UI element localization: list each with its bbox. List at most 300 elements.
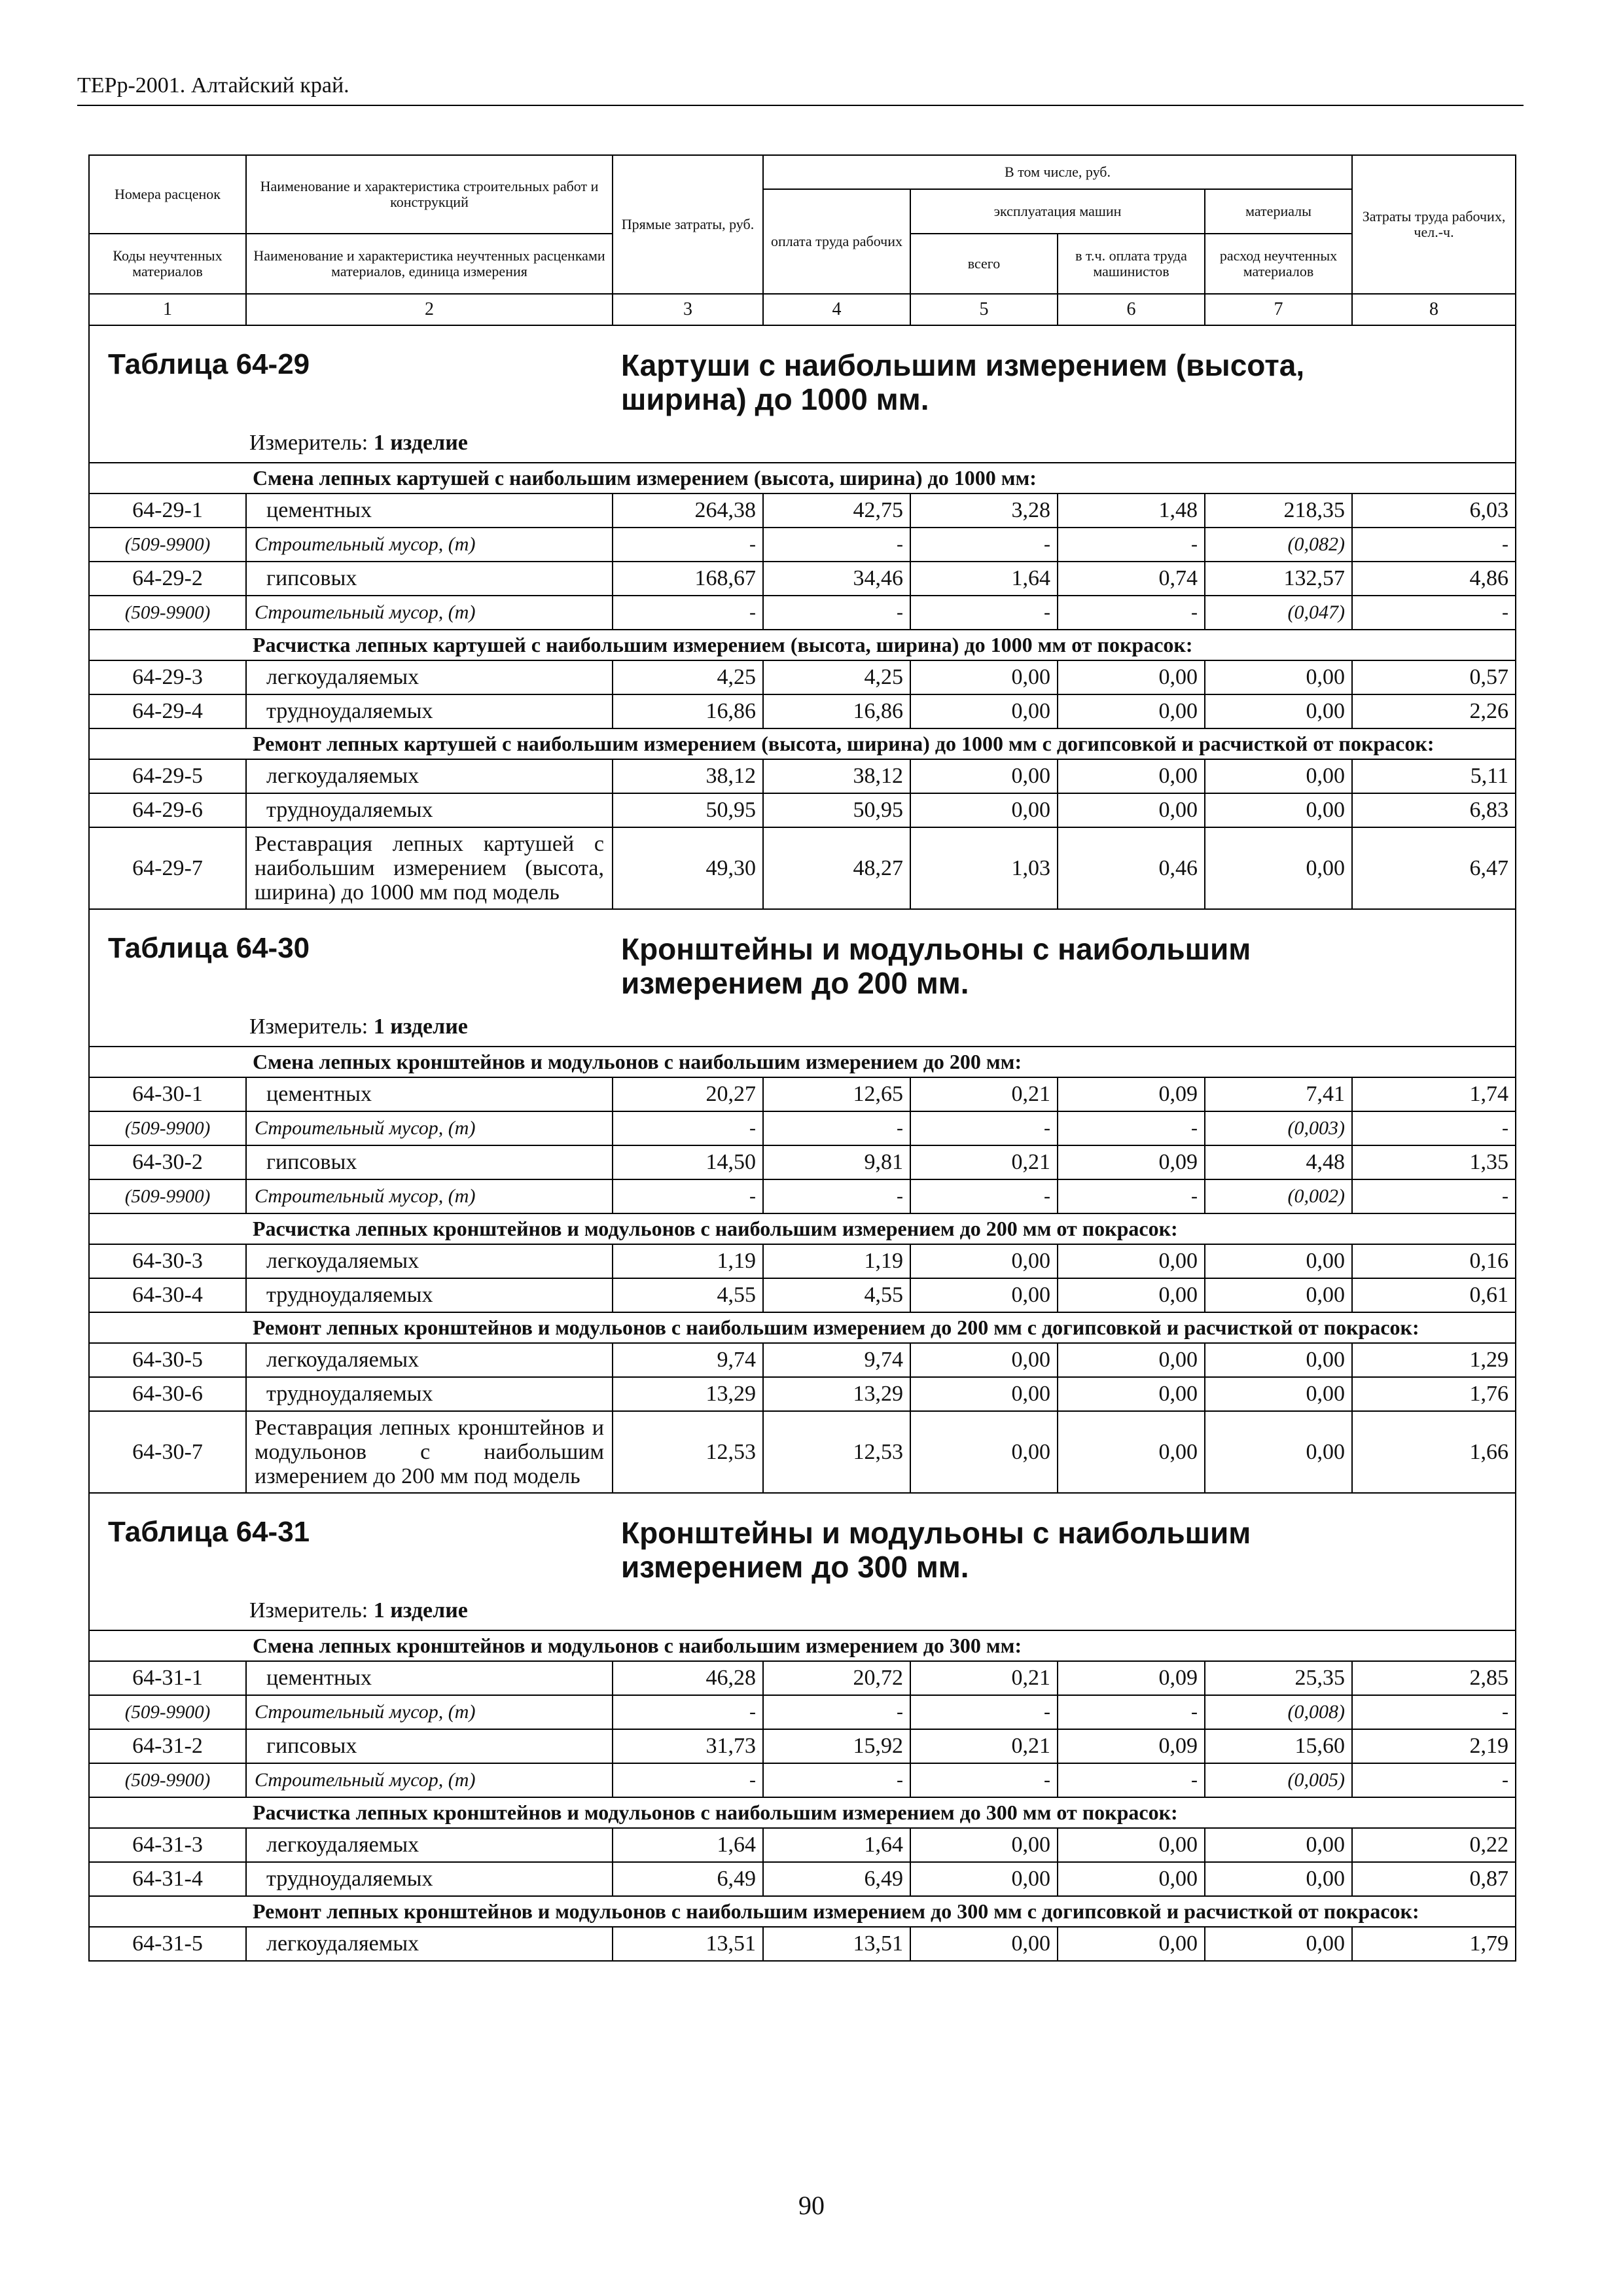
machines-labor-cell: - — [1058, 596, 1205, 630]
section-heading: Смена лепных картушей с наибольшим измерением (высота, ширина) до 1000 мм: — [246, 463, 1516, 493]
machines-labor-cell: 0,74 — [1058, 562, 1205, 596]
machines-labor-cell: 0,00 — [1058, 1828, 1205, 1862]
machines-total-cell: 0,00 — [910, 1377, 1058, 1411]
table-title-block — [90, 326, 1515, 462]
materials-cost-cell: (0,008) — [1205, 1695, 1352, 1729]
table-title: Картуши с наибольшим измерением (высота, ширина) до 1000 мм. — [621, 348, 1305, 416]
machines-total-cell: 0,00 — [910, 1278, 1058, 1312]
header-rate-numbers: Номера расценок — [89, 155, 246, 234]
labor-hours-cell: 1,79 — [1352, 1927, 1516, 1961]
direct-costs-cell: 16,86 — [613, 694, 763, 728]
section-heading-spacer — [89, 1630, 246, 1661]
price-table-document — [88, 154, 1515, 1962]
labor-hours-cell: 6,47 — [1352, 827, 1516, 909]
direct-costs-cell: - — [613, 596, 763, 630]
column-number: 8 — [1352, 294, 1516, 325]
labor-hours-cell: 4,86 — [1352, 562, 1516, 596]
labor-pay-cell: - — [763, 1695, 910, 1729]
rate-code: 64-31-5 — [89, 1927, 246, 1961]
materials-cost-cell: 0,00 — [1205, 660, 1352, 694]
header-including: В том числе, руб. — [763, 155, 1352, 189]
work-name: легкоудаляемых — [246, 759, 613, 793]
direct-costs-cell: - — [613, 1111, 763, 1145]
header-labor-pay: оплата труда рабочих — [763, 189, 910, 294]
rate-code: 64-30-2 — [89, 1145, 246, 1179]
direct-costs-cell: 12,53 — [613, 1411, 763, 1493]
machines-total-cell: 0,00 — [910, 793, 1058, 827]
section-heading: Расчистка лепных картушей с наибольшим измерением (высота, ширина) до 1000 мм от покрасок: — [246, 630, 1516, 660]
rate-row — [89, 1377, 1516, 1411]
measurement-unit — [249, 431, 468, 456]
section-heading: Смена лепных кронштейнов и модульонов с наибольшим измерением до 200 мм: — [246, 1047, 1516, 1077]
work-name: гипсовых — [246, 1145, 613, 1179]
rate-row — [89, 660, 1516, 694]
section-heading-row — [89, 1630, 1516, 1661]
rate-code: 64-30-6 — [89, 1377, 246, 1411]
work-name: легкоудаляемых — [246, 1927, 613, 1961]
labor-pay-cell: 50,95 — [763, 793, 910, 827]
rate-code: 64-29-6 — [89, 793, 246, 827]
labor-hours-cell: 1,29 — [1352, 1343, 1516, 1377]
direct-costs-cell: 49,30 — [613, 827, 763, 909]
machines-labor-cell: 0,00 — [1058, 793, 1205, 827]
header-row-1 — [89, 155, 1516, 189]
machines-total-cell: - — [910, 596, 1058, 630]
table-title-row — [89, 909, 1516, 1047]
machines-labor-cell: 0,00 — [1058, 1278, 1205, 1312]
machines-total-cell: 0,00 — [910, 759, 1058, 793]
labor-hours-cell: - — [1352, 1179, 1516, 1213]
table-title-cell — [89, 1493, 1516, 1630]
machines-total-cell: 0,00 — [910, 1862, 1058, 1896]
direct-costs-cell: 13,51 — [613, 1927, 763, 1961]
work-name: легкоудаляемых — [246, 1244, 613, 1278]
table-title-cell — [89, 909, 1516, 1047]
labor-pay-cell: - — [763, 1763, 910, 1797]
column-number: 6 — [1058, 294, 1205, 325]
measurement-unit — [249, 1014, 468, 1039]
labor-hours-cell: 0,22 — [1352, 1828, 1516, 1862]
direct-costs-cell: 1,19 — [613, 1244, 763, 1278]
section-heading: Расчистка лепных кронштейнов и модульонов с наибольшим измерением до 200 мм от покрасок: — [246, 1213, 1516, 1244]
direct-costs-cell: 46,28 — [613, 1661, 763, 1695]
machines-total-cell: 0,00 — [910, 1343, 1058, 1377]
labor-pay-cell: 4,25 — [763, 660, 910, 694]
rate-row — [89, 827, 1516, 909]
materials-cost-cell: 0,00 — [1205, 1411, 1352, 1493]
machines-total-cell: 0,21 — [910, 1145, 1058, 1179]
header-materials-consumption: расход неучтенных материалов — [1205, 234, 1352, 294]
machines-labor-cell: - — [1058, 1179, 1205, 1213]
rate-row — [89, 793, 1516, 827]
labor-hours-cell: 0,57 — [1352, 660, 1516, 694]
labor-pay-cell: 9,74 — [763, 1343, 910, 1377]
section-heading-row — [89, 1213, 1516, 1244]
materials-cost-cell: (0,003) — [1205, 1111, 1352, 1145]
unit-prefix: Измеритель: — [249, 431, 368, 455]
section-heading-row — [89, 1896, 1516, 1927]
rate-code: 64-31-3 — [89, 1828, 246, 1862]
labor-pay-cell: 4,55 — [763, 1278, 910, 1312]
section-heading-row — [89, 630, 1516, 660]
labor-pay-cell: - — [763, 596, 910, 630]
rate-row — [89, 694, 1516, 728]
materials-cost-cell: 0,00 — [1205, 793, 1352, 827]
materials-cost-cell: 218,35 — [1205, 493, 1352, 528]
labor-hours-cell: - — [1352, 1695, 1516, 1729]
material-row — [89, 1763, 1516, 1797]
section-heading-row — [89, 463, 1516, 493]
machines-total-cell: 1,64 — [910, 562, 1058, 596]
section-heading-spacer — [89, 463, 246, 493]
header-material-names: Наименование и характеристика неучтенных расценками материалов, единица измерения — [246, 234, 613, 294]
machines-labor-cell: 1,48 — [1058, 493, 1205, 528]
direct-costs-cell: 14,50 — [613, 1145, 763, 1179]
labor-pay-cell: 48,27 — [763, 827, 910, 909]
machines-total-cell: 3,28 — [910, 493, 1058, 528]
machines-labor-cell: - — [1058, 1695, 1205, 1729]
material-name: Строительный мусор, (т) — [246, 1695, 613, 1729]
work-name: трудноудаляемых — [246, 694, 613, 728]
labor-hours-cell: 0,16 — [1352, 1244, 1516, 1278]
rate-row — [89, 1343, 1516, 1377]
materials-cost-cell: (0,047) — [1205, 596, 1352, 630]
price-table-body — [89, 155, 1516, 1961]
machines-total-cell: 0,00 — [910, 1927, 1058, 1961]
labor-hours-cell: - — [1352, 596, 1516, 630]
labor-hours-cell: - — [1352, 1763, 1516, 1797]
machines-labor-cell: 0,09 — [1058, 1145, 1205, 1179]
material-name: Строительный мусор, (т) — [246, 596, 613, 630]
direct-costs-cell: - — [613, 1179, 763, 1213]
material-row — [89, 1695, 1516, 1729]
direct-costs-cell: - — [613, 528, 763, 562]
materials-cost-cell: (0,002) — [1205, 1179, 1352, 1213]
labor-pay-cell: 13,51 — [763, 1927, 910, 1961]
machines-total-cell: - — [910, 1179, 1058, 1213]
column-number: 7 — [1205, 294, 1352, 325]
work-name: цементных — [246, 1661, 613, 1695]
work-name: Реставрация лепных картушей с наибольшим измерением (высота, ширина) до 1000 мм под модель — [246, 827, 613, 909]
unit-prefix: Измеритель: — [249, 1014, 368, 1039]
machines-labor-cell: 0,09 — [1058, 1729, 1205, 1763]
machines-labor-cell: - — [1058, 1763, 1205, 1797]
labor-pay-cell: 38,12 — [763, 759, 910, 793]
section-heading-row — [89, 1047, 1516, 1077]
rate-row — [89, 1661, 1516, 1695]
labor-pay-cell: - — [763, 1179, 910, 1213]
rate-code: 64-31-4 — [89, 1862, 246, 1896]
rate-row — [89, 759, 1516, 793]
machines-total-cell: 0,21 — [910, 1077, 1058, 1111]
material-code: (509-9900) — [89, 1179, 246, 1213]
work-name: гипсовых — [246, 562, 613, 596]
labor-pay-cell: 1,19 — [763, 1244, 910, 1278]
materials-cost-cell: 0,00 — [1205, 1927, 1352, 1961]
labor-hours-cell: 2,85 — [1352, 1661, 1516, 1695]
direct-costs-cell: 264,38 — [613, 493, 763, 528]
header-materials: материалы — [1205, 189, 1352, 234]
machines-total-cell: - — [910, 1695, 1058, 1729]
unit-value: 1 изделие — [373, 1598, 468, 1623]
header-machines-labor: в т.ч. оплата труда машинистов — [1058, 234, 1205, 294]
material-row — [89, 1111, 1516, 1145]
material-name: Строительный мусор, (т) — [246, 1111, 613, 1145]
rate-row — [89, 1729, 1516, 1763]
work-name: легкоудаляемых — [246, 1343, 613, 1377]
materials-cost-cell: 0,00 — [1205, 827, 1352, 909]
labor-pay-cell: 34,46 — [763, 562, 910, 596]
work-name: трудноудаляемых — [246, 1377, 613, 1411]
table-title-row — [89, 1493, 1516, 1630]
machines-labor-cell: 0,00 — [1058, 1244, 1205, 1278]
labor-hours-cell: 6,83 — [1352, 793, 1516, 827]
rate-code: 64-29-1 — [89, 493, 246, 528]
labor-hours-cell: 6,03 — [1352, 493, 1516, 528]
work-name: трудноудаляемых — [246, 793, 613, 827]
material-row — [89, 528, 1516, 562]
column-number: 2 — [246, 294, 613, 325]
direct-costs-cell: 4,25 — [613, 660, 763, 694]
labor-pay-cell: 1,64 — [763, 1828, 910, 1862]
machines-labor-cell: - — [1058, 528, 1205, 562]
rate-row — [89, 1411, 1516, 1493]
materials-cost-cell: 0,00 — [1205, 1244, 1352, 1278]
rate-row — [89, 1828, 1516, 1862]
table-title-cell — [89, 325, 1516, 463]
section-heading: Ремонт лепных картушей с наибольшим измерением (высота, ширина) до 1000 мм с догипсовкой и расчисткой от покрасок: — [246, 728, 1516, 759]
machines-total-cell: 0,00 — [910, 660, 1058, 694]
section-heading-spacer — [89, 728, 246, 759]
section-heading-spacer — [89, 1797, 246, 1828]
table-label: Таблица 64-31 — [108, 1516, 310, 1548]
column-numbers-row — [89, 294, 1516, 325]
work-name: легкоудаляемых — [246, 1828, 613, 1862]
labor-pay-cell: - — [763, 1111, 910, 1145]
header-labor-costs: Затраты труда рабочих, чел.-ч. — [1352, 155, 1516, 294]
materials-cost-cell: 15,60 — [1205, 1729, 1352, 1763]
section-heading-spacer — [89, 1213, 246, 1244]
material-code: (509-9900) — [89, 1763, 246, 1797]
direct-costs-cell: 13,29 — [613, 1377, 763, 1411]
rate-code: 64-29-3 — [89, 660, 246, 694]
labor-pay-cell: 12,53 — [763, 1411, 910, 1493]
table-title-row — [89, 325, 1516, 463]
unit-value: 1 изделие — [373, 431, 468, 455]
machines-total-cell: - — [910, 528, 1058, 562]
section-heading-row — [89, 1312, 1516, 1343]
material-name: Строительный мусор, (т) — [246, 1179, 613, 1213]
column-number: 3 — [613, 294, 763, 325]
machines-labor-cell: 0,09 — [1058, 1661, 1205, 1695]
table-title: Кронштейны и модульоны с наибольшим измерением до 200 мм. — [621, 932, 1251, 1000]
rate-code: 64-29-4 — [89, 694, 246, 728]
header-machines-total: всего — [910, 234, 1058, 294]
labor-hours-cell: 1,76 — [1352, 1377, 1516, 1411]
machines-total-cell: 0,00 — [910, 1411, 1058, 1493]
machines-labor-cell: 0,00 — [1058, 694, 1205, 728]
machines-labor-cell: 0,00 — [1058, 1411, 1205, 1493]
labor-pay-cell: 13,29 — [763, 1377, 910, 1411]
labor-pay-cell: 20,72 — [763, 1661, 910, 1695]
labor-pay-cell: 15,92 — [763, 1729, 910, 1763]
rate-row — [89, 493, 1516, 528]
table-title-block — [90, 1494, 1515, 1630]
materials-cost-cell: 0,00 — [1205, 1377, 1352, 1411]
material-code: (509-9900) — [89, 528, 246, 562]
section-heading: Ремонт лепных кронштейнов и модульонов с наибольшим измерением до 200 мм с догипсовкой и расчисткой от покрасок: — [246, 1312, 1516, 1343]
materials-cost-cell: 25,35 — [1205, 1661, 1352, 1695]
rate-row — [89, 1862, 1516, 1896]
rate-code: 64-29-5 — [89, 759, 246, 793]
work-name: гипсовых — [246, 1729, 613, 1763]
section-heading-spacer — [89, 1896, 246, 1927]
direct-costs-cell: 38,12 — [613, 759, 763, 793]
rate-code: 64-30-4 — [89, 1278, 246, 1312]
labor-pay-cell: 9,81 — [763, 1145, 910, 1179]
labor-hours-cell: 5,11 — [1352, 759, 1516, 793]
rate-row — [89, 1077, 1516, 1111]
machines-total-cell: 0,00 — [910, 694, 1058, 728]
direct-costs-cell: - — [613, 1763, 763, 1797]
rate-code: 64-29-2 — [89, 562, 246, 596]
material-name: Строительный мусор, (т) — [246, 528, 613, 562]
materials-cost-cell: (0,005) — [1205, 1763, 1352, 1797]
material-code: (509-9900) — [89, 1695, 246, 1729]
labor-hours-cell: 0,61 — [1352, 1278, 1516, 1312]
machines-labor-cell: 0,46 — [1058, 827, 1205, 909]
measurement-unit — [249, 1598, 468, 1623]
machines-labor-cell: 0,00 — [1058, 1343, 1205, 1377]
header-work-name: Наименование и характеристика строительных работ и конструкций — [246, 155, 613, 234]
material-name: Строительный мусор, (т) — [246, 1763, 613, 1797]
machines-labor-cell: 0,00 — [1058, 1377, 1205, 1411]
unit-prefix: Измеритель: — [249, 1598, 368, 1623]
labor-hours-cell: - — [1352, 1111, 1516, 1145]
direct-costs-cell: 31,73 — [613, 1729, 763, 1763]
machines-labor-cell: 0,00 — [1058, 1927, 1205, 1961]
direct-costs-cell: 50,95 — [613, 793, 763, 827]
direct-costs-cell: 9,74 — [613, 1343, 763, 1377]
machines-total-cell: 0,00 — [910, 1828, 1058, 1862]
section-heading-spacer — [89, 1312, 246, 1343]
price-table — [88, 154, 1516, 1962]
material-row — [89, 1179, 1516, 1213]
materials-cost-cell: 0,00 — [1205, 694, 1352, 728]
rate-code: 64-31-1 — [89, 1661, 246, 1695]
labor-hours-cell: 2,19 — [1352, 1729, 1516, 1763]
labor-hours-cell: 1,66 — [1352, 1411, 1516, 1493]
material-code: (509-9900) — [89, 1111, 246, 1145]
machines-labor-cell: 0,00 — [1058, 759, 1205, 793]
header-machines: эксплуатация машин — [910, 189, 1205, 234]
materials-cost-cell: 132,57 — [1205, 562, 1352, 596]
machines-total-cell: 1,03 — [910, 827, 1058, 909]
table-label: Таблица 64-29 — [108, 348, 310, 380]
section-heading: Ремонт лепных кронштейнов и модульонов с наибольшим измерением до 300 мм с догипсовкой и расчисткой от покрасок: — [246, 1896, 1516, 1927]
machines-total-cell: - — [910, 1763, 1058, 1797]
rate-code: 64-30-7 — [89, 1411, 246, 1493]
rate-code: 64-29-7 — [89, 827, 246, 909]
work-name: Реставрация лепных кронштейнов и модульонов с наибольшим измерением до 200 мм под модель — [246, 1411, 613, 1493]
materials-cost-cell: 0,00 — [1205, 1862, 1352, 1896]
materials-cost-cell: 0,00 — [1205, 759, 1352, 793]
rate-code: 64-31-2 — [89, 1729, 246, 1763]
section-heading: Расчистка лепных кронштейнов и модульонов с наибольшим измерением до 300 мм от покрасок: — [246, 1797, 1516, 1828]
section-heading-row — [89, 1797, 1516, 1828]
work-name: легкоудаляемых — [246, 660, 613, 694]
rate-code: 64-30-5 — [89, 1343, 246, 1377]
material-row — [89, 596, 1516, 630]
work-name: цементных — [246, 1077, 613, 1111]
column-number: 4 — [763, 294, 910, 325]
machines-total-cell: 0,21 — [910, 1729, 1058, 1763]
work-name: трудноудаляемых — [246, 1278, 613, 1312]
labor-pay-cell: - — [763, 528, 910, 562]
page-number: 90 — [798, 2191, 825, 2220]
machines-labor-cell: 0,00 — [1058, 660, 1205, 694]
unit-value: 1 изделие — [373, 1014, 468, 1039]
labor-pay-cell: 42,75 — [763, 493, 910, 528]
labor-pay-cell: 6,49 — [763, 1862, 910, 1896]
rate-row — [89, 1145, 1516, 1179]
labor-hours-cell: 2,26 — [1352, 694, 1516, 728]
machines-total-cell: 0,00 — [910, 1244, 1058, 1278]
rate-row — [89, 1244, 1516, 1278]
direct-costs-cell: - — [613, 1695, 763, 1729]
machines-total-cell: - — [910, 1111, 1058, 1145]
work-name: цементных — [246, 493, 613, 528]
work-name: трудноудаляемых — [246, 1862, 613, 1896]
materials-cost-cell: 0,00 — [1205, 1828, 1352, 1862]
machines-labor-cell: - — [1058, 1111, 1205, 1145]
table-title: Кронштейны и модульоны с наибольшим измерением до 300 мм. — [621, 1516, 1251, 1584]
direct-costs-cell: 168,67 — [613, 562, 763, 596]
column-number: 1 — [89, 294, 246, 325]
direct-costs-cell: 1,64 — [613, 1828, 763, 1862]
rate-row — [89, 562, 1516, 596]
header-direct-costs: Прямые затраты, руб. — [613, 155, 763, 294]
section-heading-row — [89, 728, 1516, 759]
material-code: (509-9900) — [89, 596, 246, 630]
rate-row — [89, 1278, 1516, 1312]
labor-hours-cell: - — [1352, 528, 1516, 562]
rate-code: 64-30-1 — [89, 1077, 246, 1111]
direct-costs-cell: 6,49 — [613, 1862, 763, 1896]
table-label: Таблица 64-30 — [108, 932, 310, 964]
machines-labor-cell: 0,09 — [1058, 1077, 1205, 1111]
table-title-block — [90, 910, 1515, 1046]
column-number: 5 — [910, 294, 1058, 325]
labor-pay-cell: 16,86 — [763, 694, 910, 728]
direct-costs-cell: 20,27 — [613, 1077, 763, 1111]
labor-pay-cell: 12,65 — [763, 1077, 910, 1111]
direct-costs-cell: 4,55 — [613, 1278, 763, 1312]
header-rule — [77, 105, 1524, 106]
header-material-codes: Коды неучтенных материалов — [89, 234, 246, 294]
machines-total-cell: 0,21 — [910, 1661, 1058, 1695]
section-heading-spacer — [89, 630, 246, 660]
labor-hours-cell: 0,87 — [1352, 1862, 1516, 1896]
materials-cost-cell: 7,41 — [1205, 1077, 1352, 1111]
materials-cost-cell: 0,00 — [1205, 1343, 1352, 1377]
section-heading-spacer — [89, 1047, 246, 1077]
materials-cost-cell: (0,082) — [1205, 528, 1352, 562]
running-head: ТЕРр-2001. Алтайский край. — [77, 73, 349, 98]
section-heading: Смена лепных кронштейнов и модульонов с наибольшим измерением до 300 мм: — [246, 1630, 1516, 1661]
rate-code: 64-30-3 — [89, 1244, 246, 1278]
labor-hours-cell: 1,35 — [1352, 1145, 1516, 1179]
